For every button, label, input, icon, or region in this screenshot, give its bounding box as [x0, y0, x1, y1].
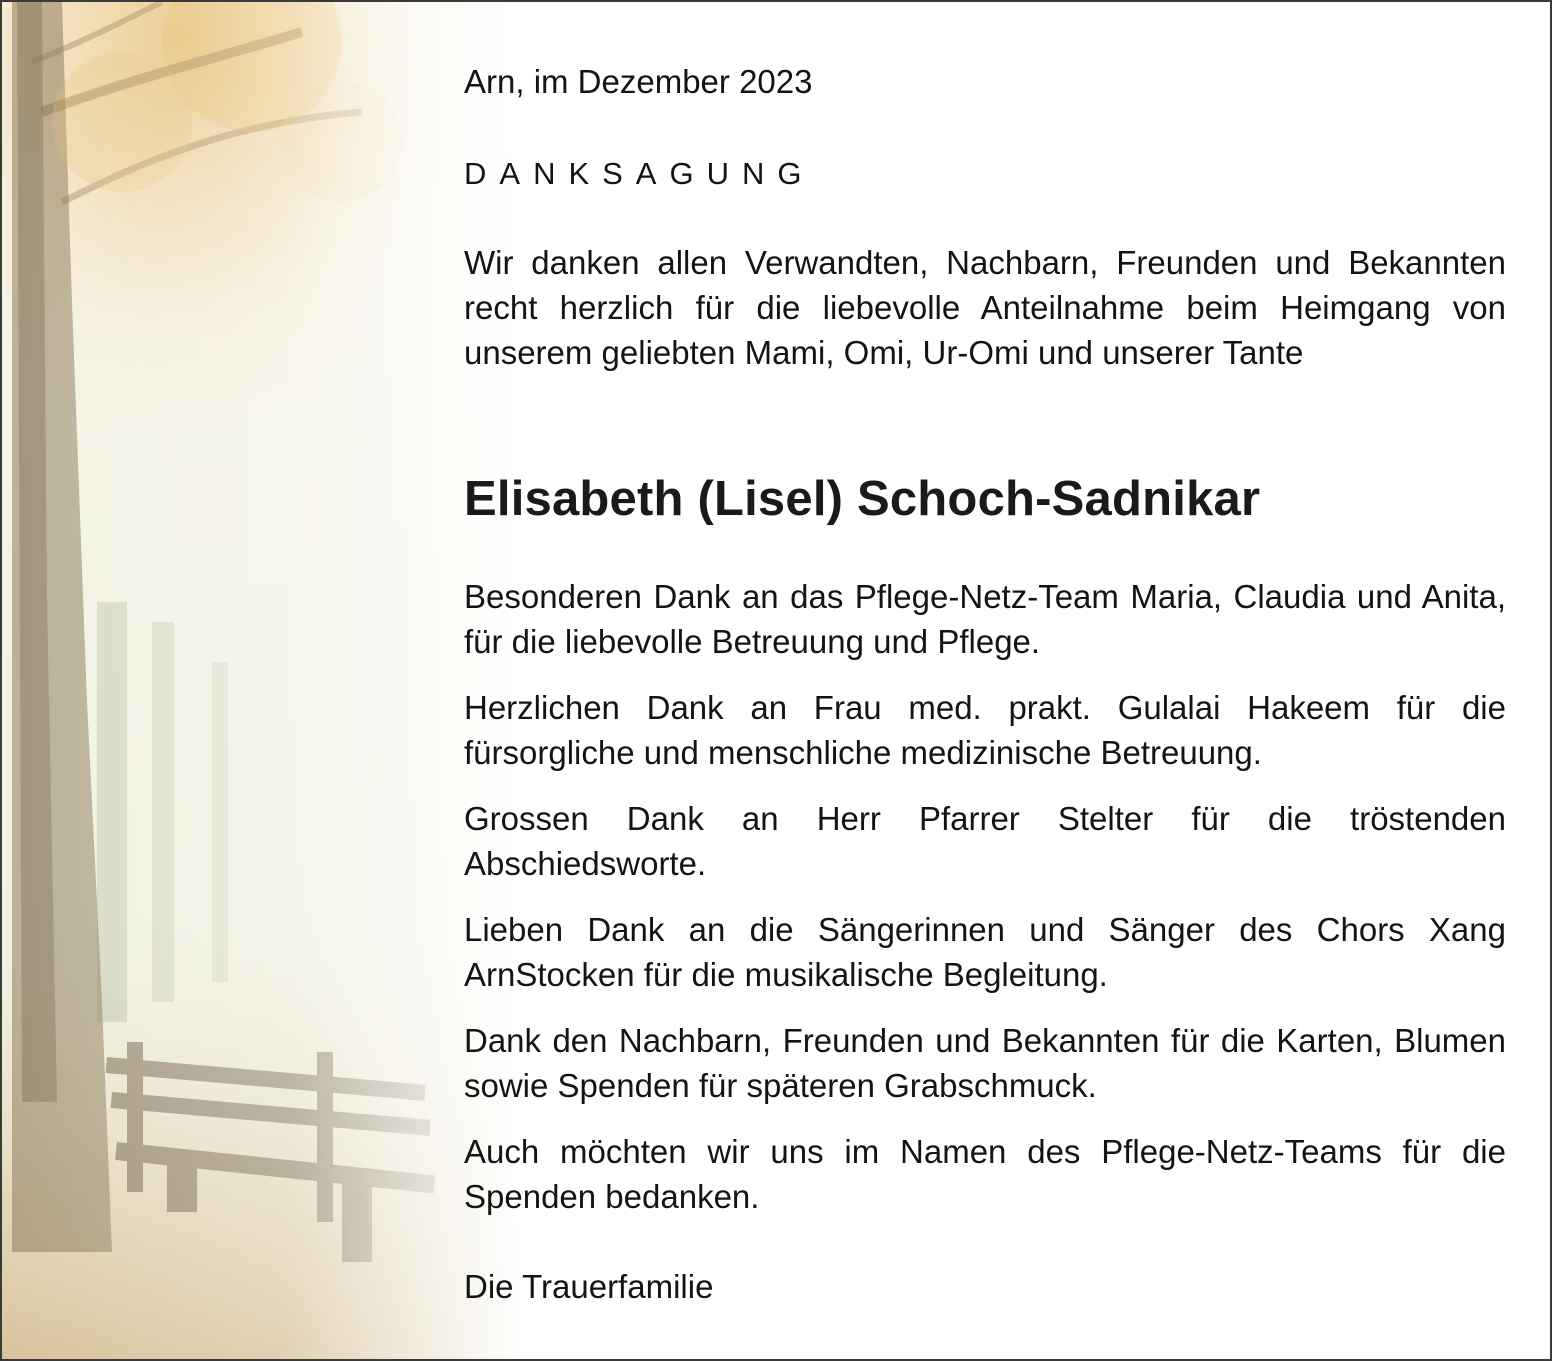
thanks-paragraph: Besonderen Dank an das Pflege-Netz-Team Maria, Claudia und Anita, für die liebevolle Betreuung und Pflege.	[464, 578, 1506, 660]
intro-text: Wir danken allen Verwandten, Nachbarn, Freunden und Bekannten recht herzlich für die liebevolle Anteilnahme beim Heimgang von unserem geliebten Mami, Omi, Ur-Omi und unserer Tante	[464, 244, 1506, 371]
thanks-paragraph: Lieben Dank an die Sängerinnen und Sänger des Chors Xang ArnStocken für die musikalische Begleitung.	[464, 911, 1506, 993]
thanks-paragraph: Grossen Dank an Herr Pfarrer Stelter für die tröstenden Abschiedsworte.	[464, 800, 1506, 882]
thanks-paragraph: Dank den Nachbarn, Freunden und Bekannten für die Karten, Blumen sowie Spenden für späteren Grabschmuck.	[464, 1022, 1506, 1104]
autumn-park-bench-image	[2, 2, 522, 1359]
heading: DANKSAGUNG	[464, 156, 815, 191]
thanks-paragraphs	[464, 574, 1506, 1240]
deceased-name: Elisabeth (Lisel) Schoch-Sadnikar	[464, 472, 1261, 526]
place-date: Arn, im Dezember 2023	[464, 63, 813, 100]
closing-signature: Die Trauerfamilie	[464, 1268, 714, 1305]
thanks-paragraph: Auch möchten wir uns im Namen des Pflege-Netz-Teams für die Spenden bedanken.	[464, 1133, 1506, 1215]
thanks-paragraph: Herzlichen Dank an Frau med. prakt. Gulalai Hakeem für die fürsorgliche und menschliche medizinische Betreuung.	[464, 689, 1506, 771]
